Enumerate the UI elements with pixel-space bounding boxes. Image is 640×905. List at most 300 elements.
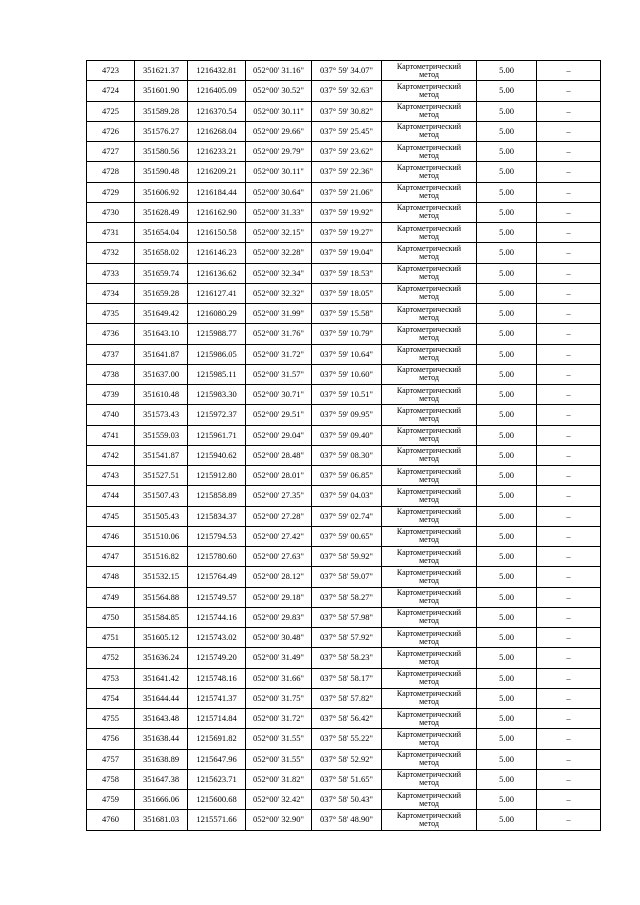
note-cell: – [537, 648, 601, 668]
accuracy-cell: 5.00 [477, 466, 537, 486]
accuracy-cell: 5.00 [477, 769, 537, 789]
method-line-1: Картометрический [396, 223, 462, 233]
point-number-cell: 4733 [87, 263, 135, 283]
x-coordinate-cell: 351580.56 [135, 142, 188, 162]
point-number-cell: 4732 [87, 243, 135, 263]
note-cell: – [537, 162, 601, 182]
longitude-cell: 037° 59' 10.51" [312, 385, 382, 405]
y-coordinate-cell: 1215714.84 [188, 709, 246, 729]
latitude-cell: 052°00' 30.48" [246, 628, 312, 648]
note-cell: – [537, 790, 601, 810]
accuracy-cell: 5.00 [477, 121, 537, 141]
latitude-cell: 052°00' 31.55" [246, 749, 312, 769]
method-line-2: метод [419, 231, 439, 241]
method-cell [382, 628, 477, 648]
method-line-2: метод [419, 636, 439, 646]
method-line-2: метод [419, 191, 439, 201]
method-cell [382, 61, 477, 81]
note-cell: – [537, 61, 601, 81]
table-row [87, 547, 601, 567]
method-line-2: метод [419, 555, 439, 565]
longitude-cell: 037° 59' 25.45" [312, 121, 382, 141]
table-row [87, 182, 601, 202]
accuracy-cell: 5.00 [477, 202, 537, 222]
y-coordinate-cell: 1215741.37 [188, 688, 246, 708]
x-coordinate-cell: 351637.00 [135, 364, 188, 384]
method-cell [382, 749, 477, 769]
note-cell: – [537, 729, 601, 749]
latitude-cell: 052°00' 31.33" [246, 202, 312, 222]
latitude-cell: 052°00' 31.82" [246, 769, 312, 789]
point-number-cell: 4724 [87, 81, 135, 101]
method-line-2: метод [419, 798, 439, 808]
method-cell [382, 486, 477, 506]
x-coordinate-cell: 351601.90 [135, 81, 188, 101]
method-line-2: метод [419, 353, 439, 363]
table-row [87, 344, 601, 364]
method-cell [382, 364, 477, 384]
method-cell [382, 385, 477, 405]
y-coordinate-cell: 1215794.53 [188, 526, 246, 546]
method-line-2: метод [419, 69, 439, 79]
longitude-cell: 037° 58' 56.42" [312, 709, 382, 729]
y-coordinate-cell: 1216146.23 [188, 243, 246, 263]
method-line-2: метод [419, 110, 439, 120]
method-line-2: метод [419, 393, 439, 403]
method-line-2: метод [419, 717, 439, 727]
note-cell: – [537, 628, 601, 648]
accuracy-cell: 5.00 [477, 648, 537, 668]
table-row [87, 486, 601, 506]
x-coordinate-cell: 351605.12 [135, 628, 188, 648]
note-cell: – [537, 121, 601, 141]
accuracy-cell: 5.00 [477, 142, 537, 162]
method-cell [382, 587, 477, 607]
method-line-2: метод [419, 272, 439, 282]
method-line-1: Картометрический [396, 567, 462, 577]
table-row [87, 101, 601, 121]
method-line-2: метод [419, 170, 439, 180]
latitude-cell: 052°00' 32.15" [246, 223, 312, 243]
accuracy-cell: 5.00 [477, 749, 537, 769]
method-cell [382, 283, 477, 303]
point-number-cell: 4744 [87, 486, 135, 506]
method-line-1: Картометрический [396, 183, 462, 193]
method-line-2: метод [419, 434, 439, 444]
note-cell: – [537, 101, 601, 121]
method-cell [382, 263, 477, 283]
table-row [87, 364, 601, 384]
method-cell [382, 769, 477, 789]
method-line-1: Картометрический [396, 790, 462, 800]
table-row [87, 405, 601, 425]
method-line-1: Картометрический [396, 284, 462, 294]
accuracy-cell: 5.00 [477, 243, 537, 263]
note-cell: – [537, 364, 601, 384]
method-line-2: метод [419, 251, 439, 261]
y-coordinate-cell: 1216127.41 [188, 283, 246, 303]
y-coordinate-cell: 1215988.77 [188, 324, 246, 344]
x-coordinate-cell: 351659.74 [135, 263, 188, 283]
longitude-cell: 037° 58' 48.90" [312, 810, 382, 830]
y-coordinate-cell: 1216233.21 [188, 142, 246, 162]
latitude-cell: 052°00' 29.66" [246, 121, 312, 141]
accuracy-cell: 5.00 [477, 283, 537, 303]
point-number-cell: 4748 [87, 567, 135, 587]
x-coordinate-cell: 351641.87 [135, 344, 188, 364]
y-coordinate-cell: 1215940.62 [188, 445, 246, 465]
x-coordinate-cell: 351610.48 [135, 385, 188, 405]
latitude-cell: 052°00' 30.11" [246, 101, 312, 121]
point-number-cell: 4753 [87, 668, 135, 688]
latitude-cell: 052°00' 31.72" [246, 709, 312, 729]
point-number-cell: 4739 [87, 385, 135, 405]
table-row [87, 668, 601, 688]
latitude-cell: 052°00' 31.75" [246, 688, 312, 708]
longitude-cell: 037° 59' 10.64" [312, 344, 382, 364]
method-cell [382, 790, 477, 810]
note-cell: – [537, 385, 601, 405]
method-line-1: Картометрический [396, 304, 462, 314]
note-cell: – [537, 587, 601, 607]
table-row [87, 304, 601, 324]
accuracy-cell: 5.00 [477, 304, 537, 324]
longitude-cell: 037° 59' 09.95" [312, 405, 382, 425]
point-number-cell: 4727 [87, 142, 135, 162]
latitude-cell: 052°00' 31.76" [246, 324, 312, 344]
method-line-1: Картометрический [396, 648, 462, 658]
point-number-cell: 4742 [87, 445, 135, 465]
method-line-2: метод [419, 292, 439, 302]
point-number-cell: 4743 [87, 466, 135, 486]
latitude-cell: 052°00' 27.42" [246, 526, 312, 546]
method-cell [382, 668, 477, 688]
latitude-cell: 052°00' 29.79" [246, 142, 312, 162]
y-coordinate-cell: 1215623.71 [188, 769, 246, 789]
method-line-2: метод [419, 697, 439, 707]
method-line-1: Картометрический [396, 81, 462, 91]
longitude-cell: 037° 58' 50.43" [312, 790, 382, 810]
x-coordinate-cell: 351643.48 [135, 709, 188, 729]
method-cell [382, 506, 477, 526]
y-coordinate-cell: 1215985.11 [188, 364, 246, 384]
longitude-cell: 037° 59' 10.60" [312, 364, 382, 384]
x-coordinate-cell: 351659.28 [135, 283, 188, 303]
y-coordinate-cell: 1216370.54 [188, 101, 246, 121]
longitude-cell: 037° 58' 55.22" [312, 729, 382, 749]
table-row [87, 526, 601, 546]
y-coordinate-cell: 1216080.29 [188, 304, 246, 324]
method-line-1: Картометрический [396, 61, 462, 71]
x-coordinate-cell: 351573.43 [135, 405, 188, 425]
x-coordinate-cell: 351641.42 [135, 668, 188, 688]
method-cell [382, 648, 477, 668]
note-cell: – [537, 486, 601, 506]
point-number-cell: 4756 [87, 729, 135, 749]
accuracy-cell: 5.00 [477, 810, 537, 830]
x-coordinate-cell: 351541.87 [135, 445, 188, 465]
note-cell: – [537, 405, 601, 425]
y-coordinate-cell: 1216150.58 [188, 223, 246, 243]
y-coordinate-cell: 1215744.16 [188, 607, 246, 627]
method-cell [382, 344, 477, 364]
y-coordinate-cell: 1215912.80 [188, 466, 246, 486]
y-coordinate-cell: 1215600.68 [188, 790, 246, 810]
x-coordinate-cell: 351621.37 [135, 61, 188, 81]
method-cell [382, 810, 477, 830]
accuracy-cell: 5.00 [477, 688, 537, 708]
longitude-cell: 037° 58' 59.07" [312, 567, 382, 587]
x-coordinate-cell: 351636.24 [135, 648, 188, 668]
method-cell [382, 547, 477, 567]
longitude-cell: 037° 59' 10.79" [312, 324, 382, 344]
point-number-cell: 4741 [87, 425, 135, 445]
table-row [87, 243, 601, 263]
latitude-cell: 052°00' 32.90" [246, 810, 312, 830]
latitude-cell: 052°00' 30.71" [246, 385, 312, 405]
method-line-1: Картометрический [396, 203, 462, 213]
x-coordinate-cell: 351590.48 [135, 162, 188, 182]
latitude-cell: 052°00' 27.35" [246, 486, 312, 506]
x-coordinate-cell: 351516.82 [135, 547, 188, 567]
method-line-1: Картометрический [396, 588, 462, 598]
note-cell: – [537, 769, 601, 789]
method-line-2: метод [419, 575, 439, 585]
table-row [87, 263, 601, 283]
longitude-cell: 037° 58' 57.92" [312, 628, 382, 648]
method-cell [382, 162, 477, 182]
method-cell [382, 304, 477, 324]
point-number-cell: 4752 [87, 648, 135, 668]
longitude-cell: 037° 59' 00.65" [312, 526, 382, 546]
note-cell: – [537, 526, 601, 546]
method-line-1: Картометрический [396, 810, 462, 820]
method-cell [382, 142, 477, 162]
method-line-1: Картометрический [396, 426, 462, 436]
method-cell [382, 121, 477, 141]
note-cell: – [537, 344, 601, 364]
method-line-2: метод [419, 474, 439, 484]
note-cell: – [537, 223, 601, 243]
method-line-2: метод [419, 454, 439, 464]
longitude-cell: 037° 58' 58.27" [312, 587, 382, 607]
method-line-2: метод [419, 737, 439, 747]
note-cell: – [537, 81, 601, 101]
method-line-2: метод [419, 677, 439, 687]
table-row [87, 567, 601, 587]
longitude-cell: 037° 59' 34.07" [312, 61, 382, 81]
x-coordinate-cell: 351576.27 [135, 121, 188, 141]
method-line-1: Картометрический [396, 729, 462, 739]
note-cell: – [537, 547, 601, 567]
method-line-1: Картометрический [396, 669, 462, 679]
method-cell [382, 182, 477, 202]
method-line-1: Картометрический [396, 142, 462, 152]
coordinates-table [86, 60, 601, 831]
point-number-cell: 4729 [87, 182, 135, 202]
latitude-cell: 052°00' 32.34" [246, 263, 312, 283]
method-line-2: метод [419, 656, 439, 666]
longitude-cell: 037° 58' 58.17" [312, 668, 382, 688]
table-row [87, 810, 601, 830]
method-line-1: Картометрический [396, 466, 462, 476]
point-number-cell: 4734 [87, 283, 135, 303]
table-row [87, 223, 601, 243]
y-coordinate-cell: 1215764.49 [188, 567, 246, 587]
longitude-cell: 037° 59' 19.04" [312, 243, 382, 263]
accuracy-cell: 5.00 [477, 162, 537, 182]
accuracy-cell: 5.00 [477, 709, 537, 729]
x-coordinate-cell: 351658.02 [135, 243, 188, 263]
latitude-cell: 052°00' 30.52" [246, 81, 312, 101]
y-coordinate-cell: 1216162.90 [188, 202, 246, 222]
point-number-cell: 4725 [87, 101, 135, 121]
note-cell: – [537, 688, 601, 708]
table-row [87, 749, 601, 769]
longitude-cell: 037° 58' 59.92" [312, 547, 382, 567]
method-line-2: метод [419, 413, 439, 423]
accuracy-cell: 5.00 [477, 182, 537, 202]
table-row [87, 324, 601, 344]
method-cell [382, 729, 477, 749]
table-row [87, 61, 601, 81]
accuracy-cell: 5.00 [477, 385, 537, 405]
longitude-cell: 037° 59' 04.03" [312, 486, 382, 506]
accuracy-cell: 5.00 [477, 668, 537, 688]
latitude-cell: 052°00' 31.16" [246, 61, 312, 81]
longitude-cell: 037° 59' 22.36" [312, 162, 382, 182]
longitude-cell: 037° 58' 51.65" [312, 769, 382, 789]
method-cell [382, 607, 477, 627]
table-row [87, 202, 601, 222]
accuracy-cell: 5.00 [477, 364, 537, 384]
accuracy-cell: 5.00 [477, 486, 537, 506]
accuracy-cell: 5.00 [477, 405, 537, 425]
note-cell: – [537, 243, 601, 263]
method-line-2: метод [419, 758, 439, 768]
method-line-2: метод [419, 778, 439, 788]
x-coordinate-cell: 351510.06 [135, 526, 188, 546]
y-coordinate-cell: 1215780.60 [188, 547, 246, 567]
method-line-1: Картометрический [396, 102, 462, 112]
latitude-cell: 052°00' 27.28" [246, 506, 312, 526]
latitude-cell: 052°00' 30.11" [246, 162, 312, 182]
y-coordinate-cell: 1216432.81 [188, 61, 246, 81]
table-row [87, 607, 601, 627]
table-row [87, 81, 601, 101]
point-number-cell: 4750 [87, 607, 135, 627]
method-line-1: Картометрический [396, 122, 462, 132]
point-number-cell: 4751 [87, 628, 135, 648]
method-cell [382, 243, 477, 263]
method-line-1: Картометрический [396, 345, 462, 355]
longitude-cell: 037° 59' 19.92" [312, 202, 382, 222]
x-coordinate-cell: 351505.43 [135, 506, 188, 526]
point-number-cell: 4731 [87, 223, 135, 243]
latitude-cell: 052°00' 29.51" [246, 405, 312, 425]
table-row [87, 648, 601, 668]
note-cell: – [537, 283, 601, 303]
x-coordinate-cell: 351644.44 [135, 688, 188, 708]
latitude-cell: 052°00' 31.55" [246, 729, 312, 749]
method-line-2: метод [419, 150, 439, 160]
method-line-1: Картометрический [396, 385, 462, 395]
note-cell: – [537, 567, 601, 587]
latitude-cell: 052°00' 28.01" [246, 466, 312, 486]
latitude-cell: 052°00' 32.42" [246, 790, 312, 810]
x-coordinate-cell: 351654.04 [135, 223, 188, 243]
point-number-cell: 4758 [87, 769, 135, 789]
method-cell [382, 688, 477, 708]
note-cell: – [537, 810, 601, 830]
accuracy-cell: 5.00 [477, 790, 537, 810]
method-cell [382, 425, 477, 445]
method-line-2: метод [419, 494, 439, 504]
method-line-2: метод [419, 515, 439, 525]
accuracy-cell: 5.00 [477, 445, 537, 465]
longitude-cell: 037° 58' 52.92" [312, 749, 382, 769]
method-line-2: метод [419, 332, 439, 342]
method-cell [382, 223, 477, 243]
longitude-cell: 037° 58' 57.82" [312, 688, 382, 708]
note-cell: – [537, 324, 601, 344]
accuracy-cell: 5.00 [477, 344, 537, 364]
x-coordinate-cell: 351649.42 [135, 304, 188, 324]
method-line-1: Картометрический [396, 608, 462, 618]
longitude-cell: 037° 59' 08.30" [312, 445, 382, 465]
table-row [87, 445, 601, 465]
method-line-1: Картометрический [396, 365, 462, 375]
longitude-cell: 037° 59' 18.05" [312, 283, 382, 303]
point-number-cell: 4726 [87, 121, 135, 141]
note-cell: – [537, 263, 601, 283]
method-cell [382, 81, 477, 101]
latitude-cell: 052°00' 29.04" [246, 425, 312, 445]
point-number-cell: 4747 [87, 547, 135, 567]
accuracy-cell: 5.00 [477, 263, 537, 283]
method-line-1: Картометрический [396, 770, 462, 780]
table-row [87, 790, 601, 810]
point-number-cell: 4737 [87, 344, 135, 364]
method-cell [382, 466, 477, 486]
latitude-cell: 052°00' 31.57" [246, 364, 312, 384]
x-coordinate-cell: 351589.28 [135, 101, 188, 121]
latitude-cell: 052°00' 32.28" [246, 243, 312, 263]
longitude-cell: 037° 59' 19.27" [312, 223, 382, 243]
method-line-2: метод [419, 818, 439, 828]
accuracy-cell: 5.00 [477, 81, 537, 101]
table-row [87, 121, 601, 141]
note-cell: – [537, 425, 601, 445]
accuracy-cell: 5.00 [477, 729, 537, 749]
point-number-cell: 4746 [87, 526, 135, 546]
y-coordinate-cell: 1215691.82 [188, 729, 246, 749]
latitude-cell: 052°00' 28.12" [246, 567, 312, 587]
x-coordinate-cell: 351532.15 [135, 567, 188, 587]
y-coordinate-cell: 1215571.66 [188, 810, 246, 830]
method-cell [382, 445, 477, 465]
point-number-cell: 4736 [87, 324, 135, 344]
method-line-1: Картометрический [396, 264, 462, 274]
latitude-cell: 052°00' 28.48" [246, 445, 312, 465]
method-line-1: Картометрический [396, 527, 462, 537]
y-coordinate-cell: 1216136.62 [188, 263, 246, 283]
y-coordinate-cell: 1215983.30 [188, 385, 246, 405]
method-line-2: метод [419, 616, 439, 626]
method-line-1: Картометрический [396, 547, 462, 557]
table-row [87, 729, 601, 749]
table-row [87, 283, 601, 303]
